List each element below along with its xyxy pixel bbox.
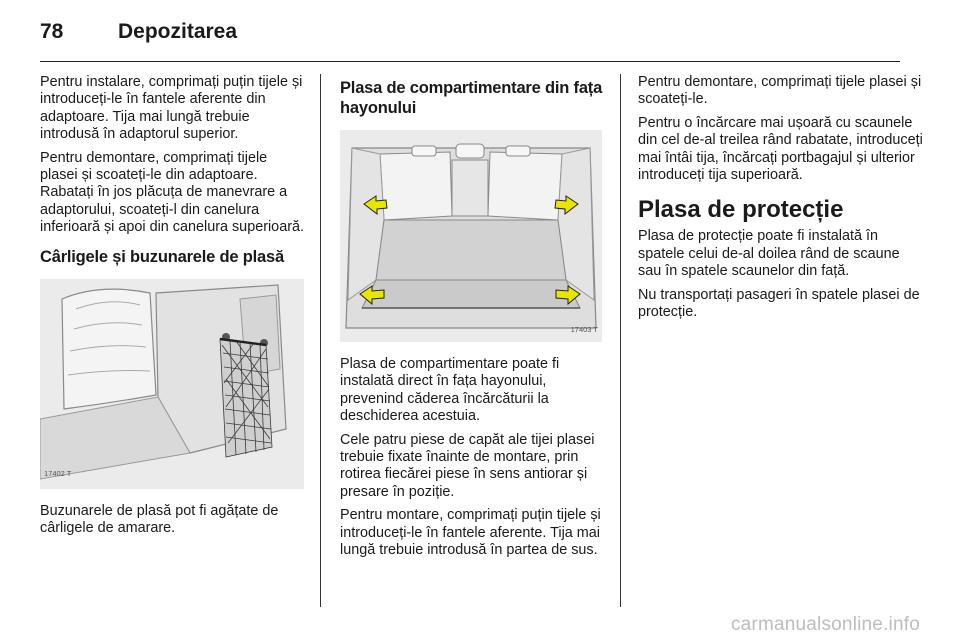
paragraph: Pentru o încărcare mai ușoară cu scaunele din cel de-al treilea rând rabatate, introduceți mai întâi tija, încărcați portbagajul și ulterior introduceți tija superioară. [638,114,923,184]
section-heading-protection-net: Plasa de protecție [638,196,844,224]
cargo-area-illustration [340,130,602,342]
page-title: Depozitarea [118,20,238,43]
section-heading-partition-net: Plasa de compartimentare din fața hayonului [340,79,603,117]
watermark: carmanualsonline.info [730,614,920,635]
header-rule [40,61,900,62]
paragraph: Nu transportați pasageri în spatele plasei de protecție. [638,286,920,321]
page-number: 78 [40,20,64,43]
paragraph: Plasa de compartimentare poate fi instalată direct în fața hayonului, prevenind căderea încărcăturii la deschiderea acestuia. [340,356,560,425]
column-2 [340,74,608,565]
column-divider-2 [620,74,621,607]
paragraph: Plasa de protecție poate fi instalată în spatele celui de-al doilea rând de scaune sau în spatele scaunelor din față. [638,228,900,280]
paragraph: Buzunarele de plasă pot fi agățate de cârligele de amarare. [40,502,279,537]
paragraph: Pentru demontare, comprimați tijele plasei și scoateți-le din adaptoare. Rabatați în jos plăcuța de manevrare a adaptorului, scoateți-l din canelura inferioară și apoi din canelura superioară. [40,149,304,236]
figure-net-pocket [40,279,304,489]
paragraph: Pentru instalare, comprimați puțin tijele și introduceți-le în fantele aferente din adaptoare. Tija mai lungă trebuie introdusă în adaptorul superior. [40,74,303,143]
figure-partition-net [340,130,602,342]
net-pocket-illustration [40,279,304,489]
column-3 [638,74,923,327]
figure-code: 17403 T [570,324,598,334]
paragraph: Pentru demontare, comprimați tijele plasei și scoateți-le. [638,74,922,108]
paragraph: Cele patru piese de capăt ale tijei plasei trebuie fixate înainte de montare, prin rotirea fiecărei piese în sens antiorar și presare în poziție. [340,431,595,500]
figure-code: 17402 T [44,469,72,479]
section-heading-hooks: Cârligele și buzunarele de plasă [40,247,284,266]
column-divider-1 [320,74,321,607]
column-1 [40,74,308,543]
paragraph: Pentru montare, comprimați puțin tijele și introduceți-le în fantele aferente. Tija mai lungă trebuie introdusă în partea de sus. [340,507,601,559]
